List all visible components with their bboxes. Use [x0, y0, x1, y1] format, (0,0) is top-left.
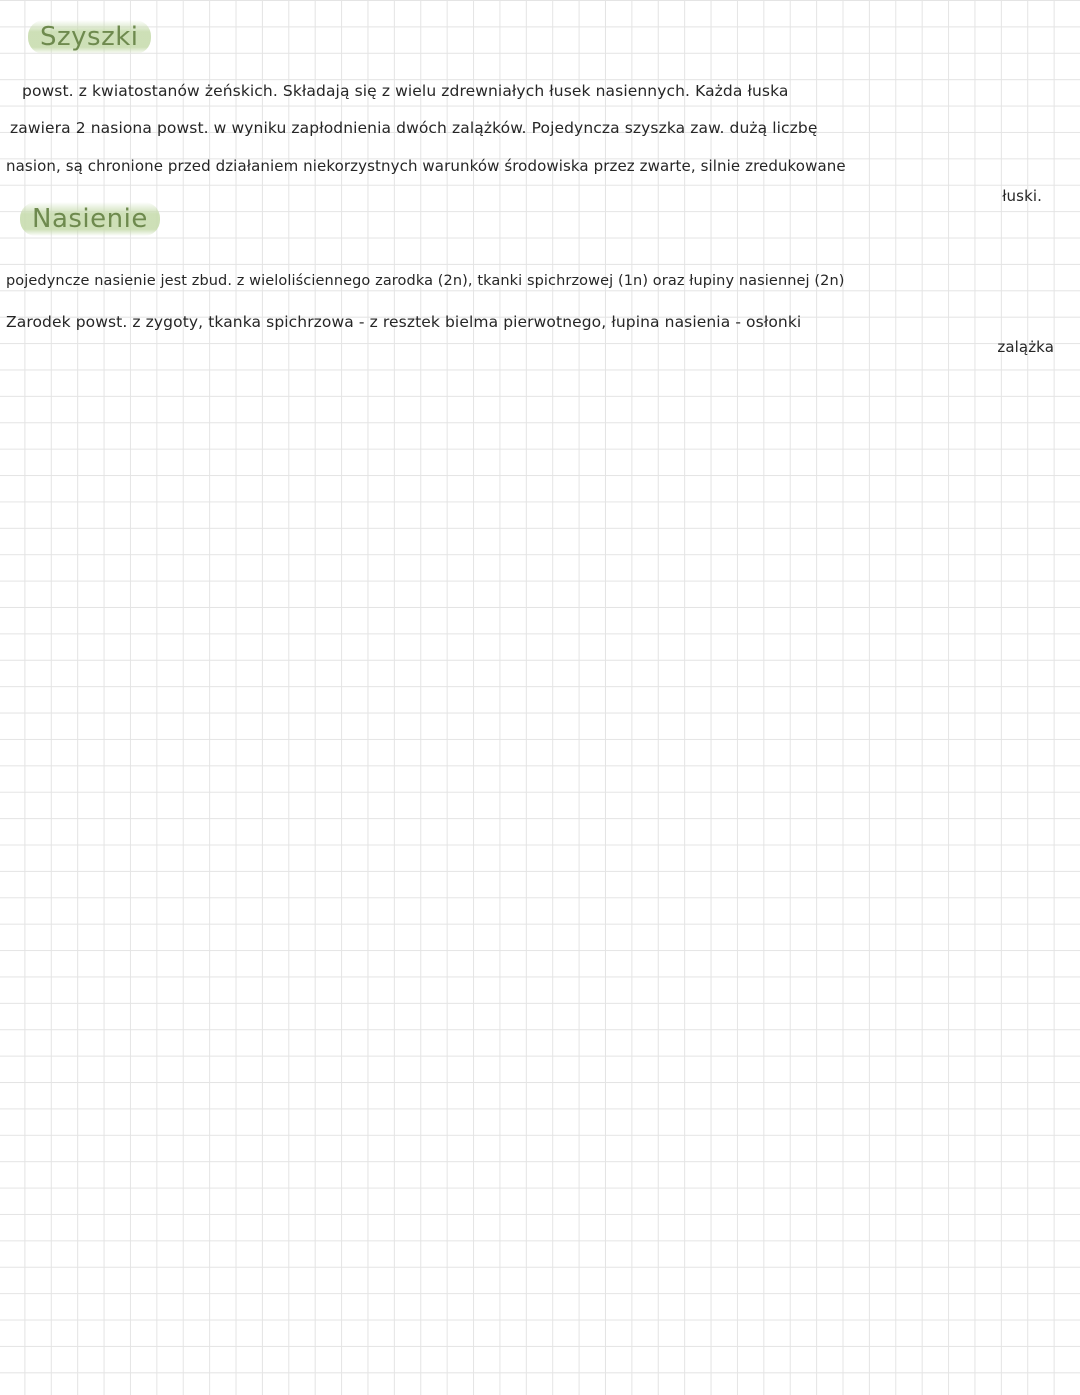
text-line: Zarodek powst. z zygoty, tkanka spichrzowa - z resztek bielma pierwotnego, łupina nasienia - osłonki	[6, 313, 802, 331]
text-line: powst. z kwiatostanów żeńskich. Składają się z wielu zdrewniałych łusek nasiennych. Każda łuska	[22, 82, 789, 100]
text-line: zalążka	[997, 338, 1054, 356]
text-line: zawiera 2 nasiona powst. w wyniku zapłodnienia dwóch zalążków. Pojedyncza szyszka zaw. dużą liczbę	[10, 119, 818, 137]
section-heading-szyszki: Szyszki	[28, 20, 151, 54]
text-line: pojedyncze nasienie jest zbud. z wieloliściennego zarodka (2n), tkanki spichrzowej (1n) oraz łupiny nasiennej (2n)	[6, 273, 845, 289]
section-heading-nasienie: Nasienie	[20, 202, 160, 236]
text-line: nasion, są chronione przed działaniem niekorzystnych warunków środowiska przez zwarte, silnie zredukowane	[6, 157, 846, 175]
text-line: łuski.	[1002, 187, 1042, 205]
